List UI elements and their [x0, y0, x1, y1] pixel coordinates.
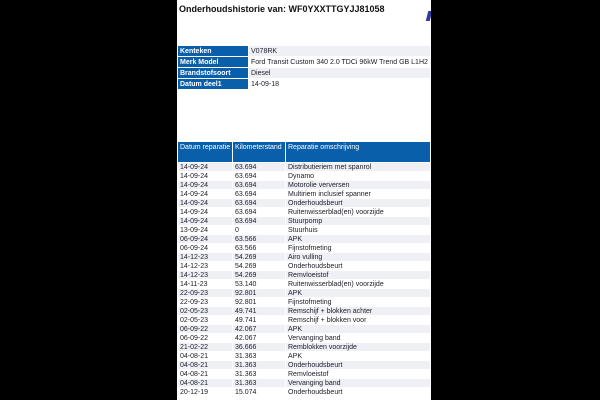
table-row	[178, 388, 430, 396]
cell-km: 0	[233, 226, 285, 234]
cell-date: 04-08-21	[178, 379, 232, 387]
cell-date: 14-11-23	[178, 280, 232, 288]
cell-km: 63.566	[233, 244, 285, 252]
column-header-date: Datum reparatie	[178, 142, 232, 162]
table-row	[178, 199, 430, 207]
cell-km: 92.801	[233, 289, 285, 297]
table-row	[178, 307, 430, 315]
table-row	[178, 253, 430, 261]
info-label: Merk Model	[178, 57, 248, 67]
table-row	[178, 352, 430, 360]
table-row	[178, 163, 430, 171]
table-row	[178, 244, 430, 252]
table-row	[178, 361, 430, 369]
cell-date: 14-12-23	[178, 262, 232, 270]
cell-description: Airo vulling	[286, 253, 430, 261]
cell-description: Remschijf + blokken voor	[286, 316, 430, 324]
cell-description: Dynamo	[286, 172, 430, 180]
table-row	[178, 172, 430, 180]
cell-date: 14-09-24	[178, 172, 232, 180]
cell-km: 54.269	[233, 262, 285, 270]
cell-description: APK	[286, 352, 430, 360]
table-row	[178, 325, 430, 333]
cell-km: 54.269	[233, 253, 285, 261]
cell-km: 31.363	[233, 361, 285, 369]
table-row	[178, 226, 430, 234]
cell-date: 14-09-24	[178, 181, 232, 189]
cell-description: Multiriem inclusief spanner	[286, 190, 430, 198]
cell-date: 06-09-22	[178, 325, 232, 333]
info-label: Kenteken	[178, 46, 248, 56]
info-row	[178, 57, 430, 67]
cell-description: Remblokken voorzijde	[286, 343, 430, 351]
cell-date: 14-12-23	[178, 271, 232, 279]
cell-km: 42.067	[233, 334, 285, 342]
table-row	[178, 262, 430, 270]
cell-date: 20-12-19	[178, 388, 232, 396]
cell-description: Ruitenwisserblad(en) voorzijde	[286, 208, 430, 216]
cell-description: Motorolie verversen	[286, 181, 430, 189]
cell-km: 36.666	[233, 343, 285, 351]
maintenance-history-body	[178, 163, 430, 396]
cell-description: Onderhoudsbeurt	[286, 361, 430, 369]
cell-km: 49.741	[233, 316, 285, 324]
table-row	[178, 334, 430, 342]
cell-date: 21-02-22	[178, 343, 232, 351]
cell-date: 14-12-23	[178, 253, 232, 261]
cell-km: 53.140	[233, 280, 285, 288]
cell-description: Onderhoudsbeurt	[286, 388, 430, 396]
info-label: Brandstofsoort	[178, 68, 248, 78]
cell-date: 14-09-24	[178, 208, 232, 216]
cell-km: 49.741	[233, 307, 285, 315]
column-header-description: Reparatie omschrijving	[286, 142, 430, 162]
info-label: Datum deel1	[178, 79, 248, 89]
column-header-km: Kilometerstand	[233, 142, 285, 162]
info-value: Ford Transit Custom 340 2.0 TDCi 96kW Trend GB L1H2	[249, 57, 430, 67]
page-title: Onderhoudshistorie van: WF0YXXTTGYJJ81058	[179, 4, 385, 14]
cell-km: 63.694	[233, 172, 285, 180]
cell-description: Remvloeistof	[286, 370, 430, 378]
cell-description: Onderhoudsbeurt	[286, 262, 430, 270]
vehicle-info-table	[177, 45, 431, 90]
table-row	[178, 190, 430, 198]
cell-description: Fijnstofmeting	[286, 298, 430, 306]
cropped-logo-icon	[426, 11, 431, 21]
cell-km: 31.363	[233, 352, 285, 360]
table-row	[178, 181, 430, 189]
cell-date: 14-09-24	[178, 217, 232, 225]
cell-km: 42.067	[233, 325, 285, 333]
cell-km: 15.074	[233, 388, 285, 396]
table-row	[178, 235, 430, 243]
cell-date: 14-09-24	[178, 163, 232, 171]
info-row	[178, 68, 430, 78]
cell-km: 92.801	[233, 298, 285, 306]
cell-date: 14-09-24	[178, 190, 232, 198]
info-value: V078RK	[249, 46, 430, 56]
table-row	[178, 343, 430, 351]
info-value: Diesel	[249, 68, 430, 78]
table-row	[178, 379, 430, 387]
cell-description: APK	[286, 289, 430, 297]
cell-km: 54.269	[233, 271, 285, 279]
table-row	[178, 280, 430, 288]
info-row	[178, 79, 430, 89]
cell-km: 63.694	[233, 181, 285, 189]
cell-description: Distributieriem met spanrol	[286, 163, 430, 171]
cell-km: 63.694	[233, 217, 285, 225]
cell-km: 63.694	[233, 163, 285, 171]
cell-description: Ruitenwisserblad(en) voorzijde	[286, 280, 430, 288]
table-row	[178, 271, 430, 279]
cell-description: Onderhoudsbeurt	[286, 199, 430, 207]
info-value: 14-09-18	[249, 79, 430, 89]
cell-description: Stuurpomp	[286, 217, 430, 225]
cell-km: 63.694	[233, 199, 285, 207]
document-page	[177, 0, 431, 400]
cell-description: Stuurhuis	[286, 226, 430, 234]
cell-date: 02-05-23	[178, 307, 232, 315]
cell-date: 22-09-23	[178, 298, 232, 306]
cell-date: 06-09-24	[178, 244, 232, 252]
cell-date: 04-08-21	[178, 370, 232, 378]
cell-date: 04-08-21	[178, 352, 232, 360]
cell-description: Remvloeistof	[286, 271, 430, 279]
cell-description: Fijnstofmeting	[286, 244, 430, 252]
cell-date: 06-09-22	[178, 334, 232, 342]
info-row	[178, 46, 430, 56]
cell-date: 06-09-24	[178, 235, 232, 243]
cell-km: 63.694	[233, 208, 285, 216]
cell-date: 04-08-21	[178, 361, 232, 369]
cell-km: 63.694	[233, 190, 285, 198]
cell-description: Vervanging band	[286, 379, 430, 387]
cell-description: Remschijf + blokken achter	[286, 307, 430, 315]
cell-km: 63.566	[233, 235, 285, 243]
vehicle-info-body	[178, 46, 430, 89]
cell-date: 02-05-23	[178, 316, 232, 324]
table-row	[178, 208, 430, 216]
maintenance-history-table	[177, 141, 431, 397]
table-row	[178, 370, 430, 378]
table-row	[178, 298, 430, 306]
cell-date: 14-09-24	[178, 199, 232, 207]
cell-description: Vervanging band	[286, 334, 430, 342]
cell-km: 31.363	[233, 370, 285, 378]
cell-date: 13-09-24	[178, 226, 232, 234]
table-row	[178, 316, 430, 324]
table-row	[178, 217, 430, 225]
header-row	[178, 142, 430, 162]
table-row	[178, 289, 430, 297]
cell-km: 31.363	[233, 379, 285, 387]
cell-date: 22-09-23	[178, 289, 232, 297]
cell-description: APK	[286, 325, 430, 333]
cell-description: APK	[286, 235, 430, 243]
